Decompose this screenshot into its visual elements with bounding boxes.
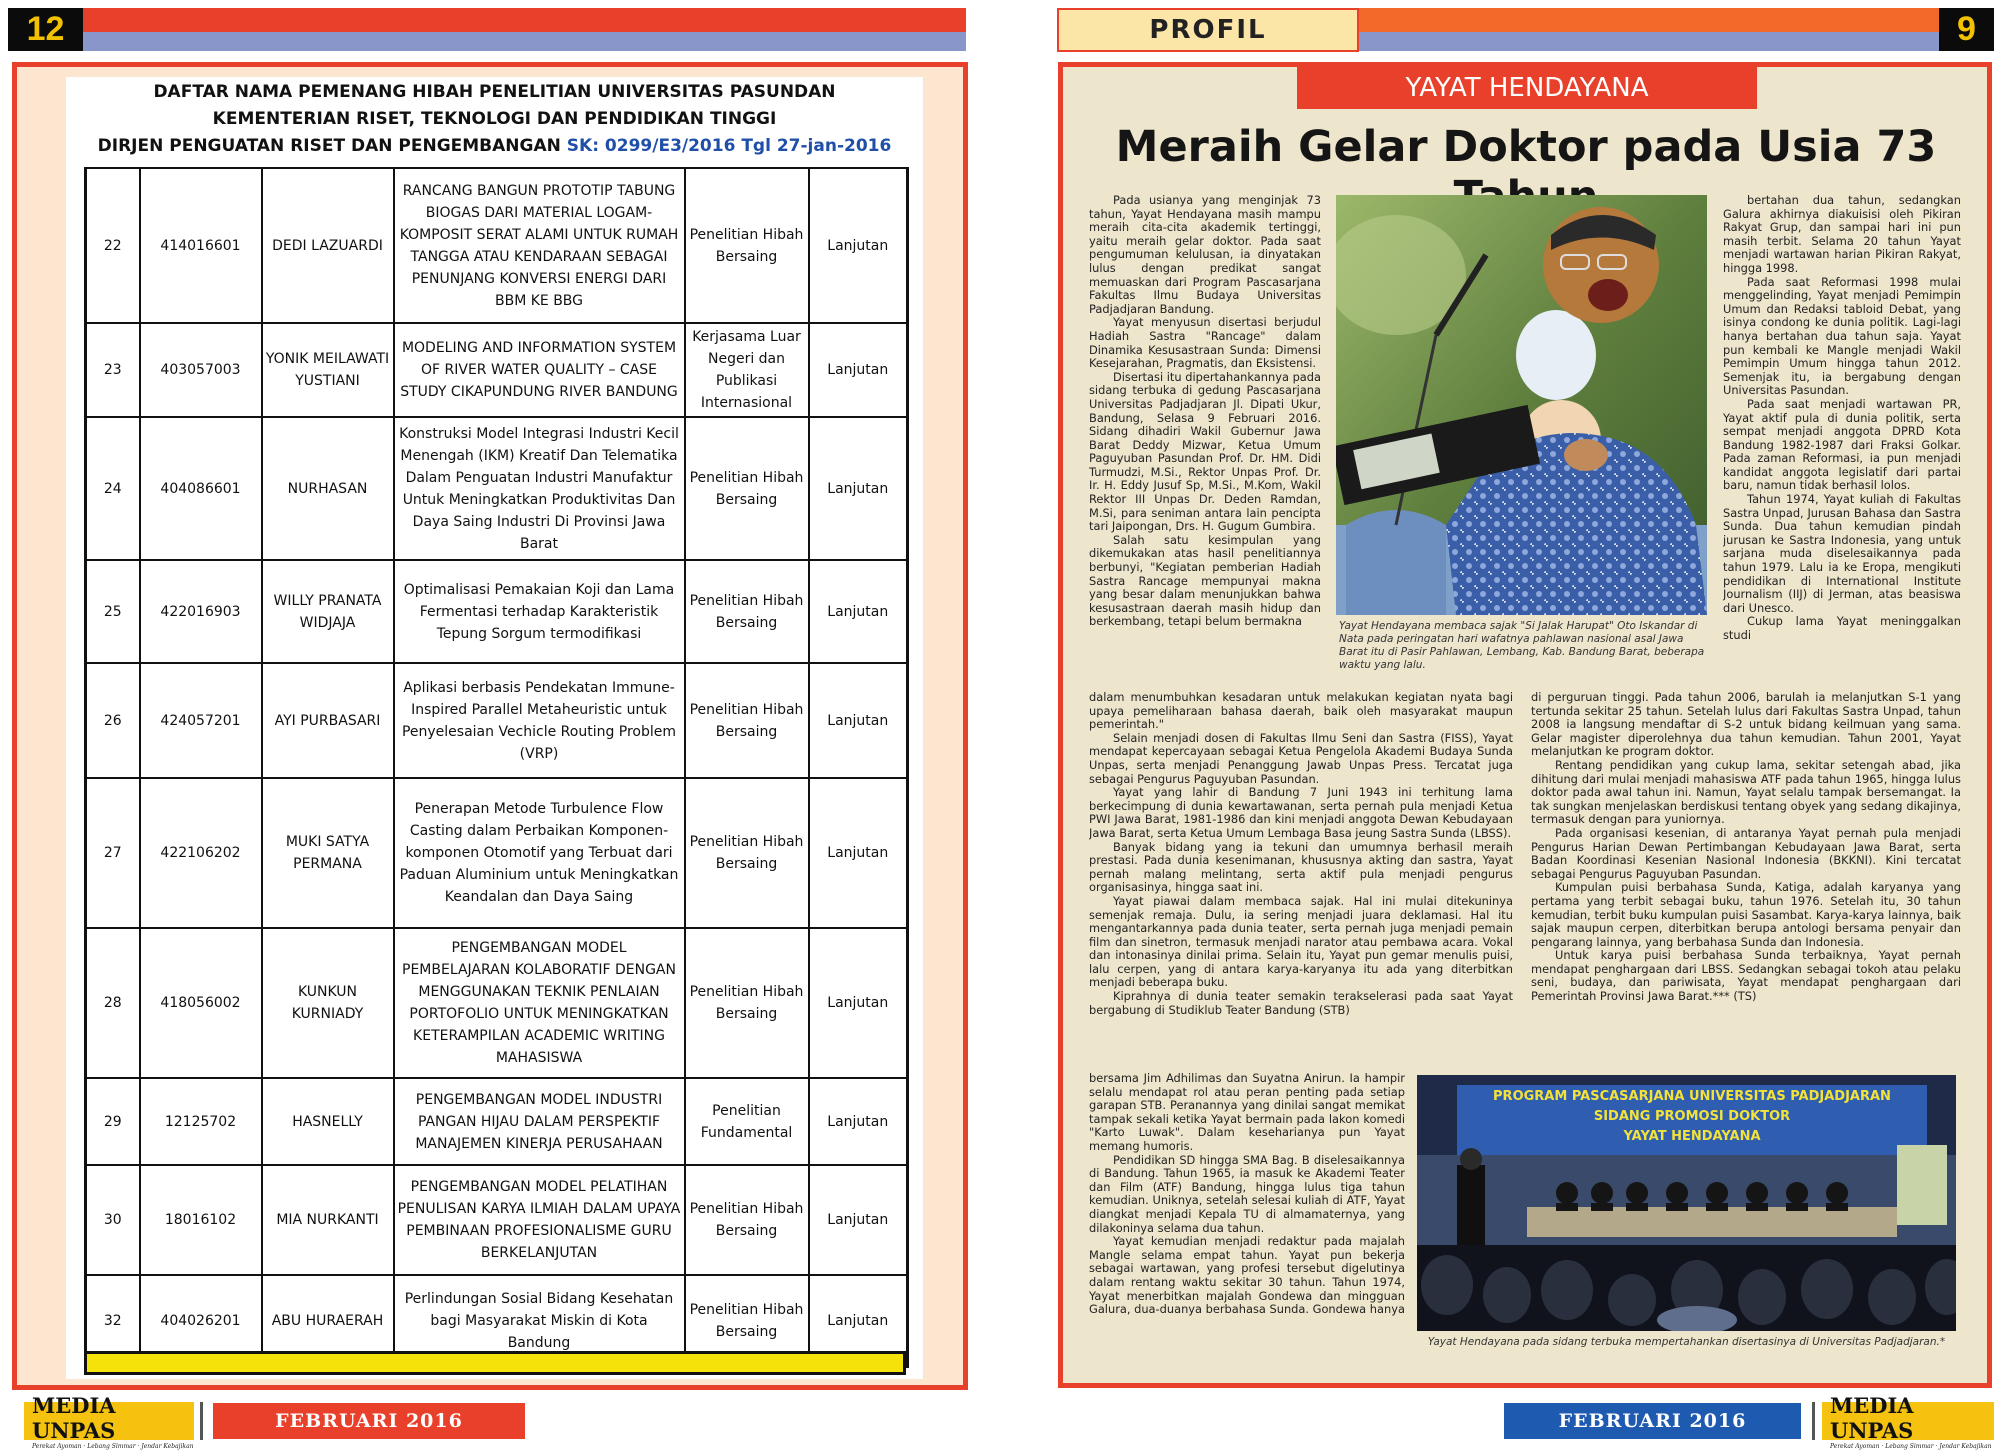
row-status: Lanjutan <box>809 663 908 778</box>
article-paragraph: Pada saat menjadi wartawan PR, Yayat aktif pula di dunia politik, serta sempat menjadi anggota DPRD Kota Bandung 1982-1987 dari Fraksi Golkar. Pada zaman Reformasi, ia pun menjadi kandidat anggota legislatif dari partai baru, namun tidak berhasil lolos. <box>1723 396 1961 493</box>
row-number: 32 <box>86 1275 140 1367</box>
photo2-banner-line-3: YAYAT HENDAYANA <box>1623 1129 1761 1144</box>
row-nidn: 422106202 <box>140 778 262 928</box>
row-number: 28 <box>86 928 140 1078</box>
table-row <box>86 323 908 417</box>
photo2-banner-line-1: PROGRAM PASCASARJANA UNIVERSITAS PADJADJARAN <box>1493 1089 1891 1104</box>
table-row <box>86 778 908 928</box>
row-nidn: 18016102 <box>140 1165 262 1275</box>
footer-date-right: FEBRUARI 2016 <box>1504 1403 1801 1439</box>
article-paragraph: Banyak bidang yang ia tekuni dan umumnya berhasil meraih prestasi. Pada dunia kesenimanan, khususnya akting dan sastra, Yayat pernah malang melintang, serta aktif pula menjadi pengurus organisasinya, hingga saat ini. <box>1089 839 1513 895</box>
article-col2-wide <box>1531 691 1961 1061</box>
footer-divider-right <box>1812 1402 1815 1440</box>
logo-tagline: Perekat Ayoman · Lebang Simmar · Jendar Kebajikan <box>32 1442 194 1450</box>
row-status: Lanjutan <box>809 323 908 417</box>
row-scheme: Penelitian Hibah Bersaing <box>685 928 809 1078</box>
article-paragraph: Yayat menyusun disertasi berjudul Hadiah Sastra "Rancage" dalam Dinamika Kesusastraan Sunda: Dimensi Kesejarahan, Pragmatis, dan Eksistensi. <box>1089 315 1321 371</box>
table-row <box>86 663 908 778</box>
article-paragraph: Cukup lama Yayat meninggalkan studi <box>1723 614 1961 642</box>
article-paragraph: Yayat piawai dalam membaca sajak. Hal ini mulai ditekuninya semenjak remaja. Dulu, ia sering menjadi juara deklamasi. Hal itu mengantarkannya pada dunia teater, serta pernah juga menjadi pemain film dan sinetron, termasuk menjadi narator atau pembawa acara. Vokal dan intonasinya dinilai prima. Selain itu, Yayat pun gemar menulis puisi, lalu cerpen, yang di antara karya-karyanya itu ada yang diterbitkan menjadi beberapa buku. <box>1089 893 1513 990</box>
row-name: ABU HURAERAH <box>262 1275 394 1367</box>
row-title: RANCANG BANGUN PROTOTIP TABUNG BIOGAS DARI MATERIAL LOGAM-KOMPOSIT SERAT ALAMI UNTUK RUMAH TANGGA ATAU KENDARAAN SEBAGAI PENUNJANG KONVERSI ENERGI DARI BBM KE BBG <box>394 168 685 323</box>
table-row <box>86 417 908 560</box>
row-name: HASNELLY <box>262 1078 394 1165</box>
article-paragraph: dalam menumbuhkan kesadaran untuk melakukan kegiatan nyata bagi upaya pemeliharaan bahasa daerah, baik oleh masyarakat maupun pemerintah." <box>1089 691 1513 732</box>
article-paragraph: Kiprahnya di dunia teater semakin terakselerasi pada saat Yayat bergabung di Studiklub Teater Bandung (STB) <box>1089 989 1513 1017</box>
article-paragraph: di perguruan tinggi. Pada tahun 2006, barulah ia melanjutkan S-1 yang tertunda sekitar 25 tahun. Setelah lulus dari Fakultas Sastra Unpad, tahun 2008 ia langsung mendaftar di S-2 untuk bidang keilmuan yang sama. Gelar magister diperolehnya dua tahun kemudian. Tahun 2001, Yayat melanjutkan ke program doktor. <box>1531 691 1961 759</box>
row-number: 22 <box>86 168 140 323</box>
header-stripe-red <box>83 8 966 32</box>
media-unpas-logo-right <box>1822 1392 1994 1450</box>
row-name: NURHASAN <box>262 417 394 560</box>
page-number-right: 9 <box>1939 8 1994 51</box>
row-nidn: 404086601 <box>140 417 262 560</box>
row-status: Lanjutan <box>809 1275 908 1367</box>
article-paragraph: Rentang pendidikan yang cukup lama, sekitar setengah abad, jika dihitung dari mulai menjadi mahasiswa ATF pada tahun 1965, hingga lulus doktor pada awal tahun ini. Namun, Yayat selalu tampak bersemangat. Ia tak sungkan menjelaskan berdiskusi tentang obyek yang sedang dikajinya, termasuk dengan para yuniornya. <box>1531 757 1961 827</box>
header-stripe-blue <box>83 32 966 51</box>
row-nidn: 418056002 <box>140 928 262 1078</box>
logo-text: MEDIA UNPAS <box>32 1392 116 1443</box>
row-status: Lanjutan <box>809 168 908 323</box>
row-name: MUKI SATYA PERMANA <box>262 778 394 928</box>
article-paragraph: Yayat yang lahir di Bandung 7 Juni 1943 ini terhitung lama berkecimpung di dunia kewartawanan, serta pernah pula menjadi Ketua PWI Jawa Barat, 1981-1986 dan kini menjadi anggota Dewan Kebudayaan Jawa Barat, serta Ketua Umum Lembaga Basa jeung Sastra Sunda (LBSS). <box>1089 785 1513 840</box>
row-name: YONIK MEILAWATI YUSTIANI <box>262 323 394 417</box>
photo-reading-poem <box>1336 195 1707 615</box>
row-nidn: 12125702 <box>140 1078 262 1165</box>
row-number: 29 <box>86 1078 140 1165</box>
footer-divider-left <box>200 1402 203 1440</box>
row-status: Lanjutan <box>809 778 908 928</box>
grant-table <box>84 167 909 1368</box>
row-status: Lanjutan <box>809 1165 908 1275</box>
row-nidn: 414016601 <box>140 168 262 323</box>
photo-reading-poem-art <box>1336 195 1707 615</box>
row-name: MIA NURKANTI <box>262 1165 394 1275</box>
photo1-caption: Yayat Hendayana membaca sajak "Si Jalak Harupat" Oto Iskandar di Nata pada peringatan hari wafatnya pahlawan nasional asal Jawa Barat itu di Pasir Pahlawan, Lembang, Kab. Bandung Barat, beberapa waktu yang lalu. <box>1339 620 1705 671</box>
table-row <box>86 168 908 323</box>
row-name: KUNKUN KURNIADY <box>262 928 394 1078</box>
article-col2-top <box>1723 194 1961 691</box>
article-paragraph: Disertasi itu dipertahankannya pada sidang terbuka di gedung Pascasarjana Universitas Padjadjaran Jl. Dipati Ukur, Bandung, Selasa 9 Februari 2016. Sidang dihadiri Wakil Gubernur Jawa Barat Deddy Mizwar, Ketua Umum Paguyuban Pasundan Prof. Dr. HM. Didi Turmudzi, M.Si., Rektor Unpas Prof. Dr. Ir. H. Eddy Jusuf Sp, M.Si., M.Kom, Wakil Rektor III Unpas Dr. Deden Ramdan, M.Si, para seniman antara lain pencipta tari Jaipongan, Drs. H. Gugum Gumbira. <box>1089 369 1321 534</box>
row-title: Aplikasi berbasis Pendekatan Immune-Inspired Parallel Metaheuristic untuk Penyelesaian Vechicle Routing Problem (VRP) <box>394 663 685 778</box>
row-scheme: Penelitian Hibah Bersaing <box>685 778 809 928</box>
row-number: 27 <box>86 778 140 928</box>
row-number: 25 <box>86 560 140 663</box>
photo-doctoral-session <box>1417 1075 1956 1331</box>
row-name: WILLY PRANATA WIDJAJA <box>262 560 394 663</box>
row-scheme: Penelitian Hibah Bersaing <box>685 1165 809 1275</box>
article-paragraph: Salah satu kesimpulan yang dikemukakan atas hasil penelitiannya berbunyi, "Kegiatan pemberian Hadiah Sastra Rancage mempunyai makna yang besar dalam menunjukkan bahwa kesusastraan daerah masih hidup dan berkembang, tetapi belum bermakna <box>1089 532 1321 629</box>
article-col1-top <box>1089 194 1321 691</box>
heading-line-1: DAFTAR NAMA PEMENANG HIBAH PENELITIAN UNIVERSITAS PASUNDAN <box>153 82 836 102</box>
row-scheme: Penelitian Hibah Bersaing <box>685 417 809 560</box>
row-title: PENGEMBANGAN MODEL PELATIHAN PENULISAN KARYA ILMIAH DALAM UPAYA PEMBINAAN PROFESIONALISME GURU BERKELANJUTAN <box>394 1165 685 1275</box>
article-paragraph: Yayat kemudian menjadi redaktur pada majalah Mangle selama empat tahun. Yayat pun bekerja sebagai wartawan, yang profesi tersebut digelutinya dalam rentang waktu sekitar 30 tahun. Tahun 1974, Yayat menerbitkan majalah Gondewa dan mingguan Galura, dua-duanya berbahasa Sunda. Gondewa hanya <box>1089 1234 1405 1317</box>
row-number: 24 <box>86 417 140 560</box>
table-row <box>86 1165 908 1275</box>
row-scheme: Penelitian Fundamental <box>685 1078 809 1165</box>
article-paragraph: bertahan dua tahun, sedangkan Galura akhirnya diakuisisi oleh Pikiran Rakyat Grup, dan sampai hari ini pun masih terbit. Selama 20 tahun Yayat menjadi wartawan harian Pikiran Rakyat, hingga 1998. <box>1723 194 1961 275</box>
page-number-left: 12 <box>8 8 83 51</box>
heading-line-3: DIRJEN PENGUATAN RISET DAN PENGEMBANGAN SK: 0299/E3/2016 Tgl 27-jan-2016 <box>97 136 892 156</box>
table-footer-bar <box>84 1351 906 1375</box>
row-status: Lanjutan <box>809 1078 908 1165</box>
article-col1-wide <box>1089 691 1513 1072</box>
header-stripe-orange <box>1359 8 1939 32</box>
table-row <box>86 928 908 1078</box>
row-scheme: Penelitian Hibah Bersaing <box>685 168 809 323</box>
row-name: AYI PURBASARI <box>262 663 394 778</box>
row-status: Lanjutan <box>809 417 908 560</box>
article-paragraph: Pada saat Reformasi 1998 mulai menggelinding, Yayat menjadi Pemimpin Umum dan Redaksi tabloid Debat, yang isinya condong ke dunia politik. Lagi-lagi hanya bertahan dua tahun saja. Yayat pun kembali ke Mangle menjadi Wakil Pemimpin Umum hingga tahun 2012. Semenjak itu, ia bergabung dengan Universitas Pasundan. <box>1723 274 1961 398</box>
sk-number: SK: 0299/E3/2016 Tgl 27-jan-2016 <box>566 136 892 156</box>
article-paragraph: Pada usianya yang menginjak 73 tahun, Yayat Hendayana masih mampu meraih cita-cita akademik tertinggi, yaitu meraih gelar doktor. Pada saat pengumuman kelulusan, ia dinyatakan lulus dengan predikat sangat memuaskan dari Program Pascasarjana Fakultas Ilmu Budaya Universitas Padjadjaran Bandung. <box>1089 194 1321 316</box>
media-unpas-logo-left <box>24 1392 194 1450</box>
logo-tagline-right: Perekat Ayoman · Lebang Simmar · Jendar Kebajikan <box>1830 1442 1992 1450</box>
photo2-banner-line-2: SIDANG PROMOSI DOKTOR <box>1593 1109 1791 1124</box>
row-scheme: Kerjasama Luar Negeri dan Publikasi Internasional <box>685 323 809 417</box>
footer-date-left: FEBRUARI 2016 <box>213 1403 525 1439</box>
row-title: PENGEMBANGAN MODEL INDUSTRI PANGAN HIJAU DALAM PERSPEKTIF MANAJEMEN KINERJA PERUSAHAAN <box>394 1078 685 1165</box>
table-row <box>86 560 908 663</box>
row-title: Konstruksi Model Integrasi Industri Kecil Menengah (IKM) Kreatif Dan Telematika Dalam Penguatan Industri Manufaktur Untuk Meningkatkan Produktivitas Dan Daya Saing Industri Di Provinsi Jawa Barat <box>394 417 685 560</box>
table-heading <box>66 77 923 160</box>
article-paragraph: Pada organisasi kesenian, di antaranya Yayat pernah pula menjadi Pengurus Harian Dewan Pertimbangan Kebudayaan Jawa Barat, serta Badan Koordinasi Kesenian Nasional Indonesia (BKKNI). Kini tercatat sebagai Pengurus Paguyuban Pasundan. <box>1531 825 1961 881</box>
row-name: DEDI LAZUARDI <box>262 168 394 323</box>
article-paragraph: Pendidikan SD hingga SMA Bag. B diselesaikannya di Bandung. Tahun 1965, ia masuk ke Akademi Teater dan Film (ATF) Bandung, hingga lulus tiga tahun kemudian. Uniknya, setelah selesai kuliah di ATF, Yayat diangkat menjadi Kepala TU di almamaternya, yang dilakoninya selama dua tahun. <box>1089 1152 1405 1235</box>
row-scheme: Penelitian Hibah Bersaing <box>685 663 809 778</box>
photo2-banner <box>1477 1087 1907 1151</box>
row-status: Lanjutan <box>809 928 908 1078</box>
row-scheme: Penelitian Hibah Bersaing <box>685 560 809 663</box>
section-tab: PROFIL <box>1057 8 1359 52</box>
logo-text-right: MEDIA UNPAS <box>1830 1392 1914 1443</box>
row-number: 30 <box>86 1165 140 1275</box>
article-paragraph: Untuk karya puisi berbahasa Sunda terbaiknya, Yayat pernah mendapat penghargaan dari LBSS. Sedangkan sebagai tokoh atau pelaku seni, budaya, dan pariwisata, Yayat mendapat penghargaan dari Pemerintah Provinsi Jawa Barat.*** (TS) <box>1531 948 1961 1004</box>
row-nidn: 403057003 <box>140 323 262 417</box>
row-number: 26 <box>86 663 140 778</box>
row-nidn: 404026201 <box>140 1275 262 1367</box>
article-col1-bottom <box>1089 1072 1405 1350</box>
article-paragraph: bersama Jim Adhilimas dan Suyatna Anirun. Ia hampir selalu mendapat rol atau peran penting pada setiap garapan STB. Peranannya yang dinilai sangat memikat tampak sekali ketika Yayat bermain pada lakon komedi "Karto Luwak". Dalam keseharianya pun Yayat memang humoris. <box>1089 1072 1405 1153</box>
photo2-caption: Yayat Hendayana pada sidang terbuka mempertahankan disertasinya di Universitas Padjadjaran.* <box>1427 1336 1946 1348</box>
row-title: PENGEMBANGAN MODEL PEMBELAJARAN KOLABORATIF DENGAN MENGGUNAKAN TEKNIK PENLAIAN PORTOFOLIO UNTUK MENINGKATKAN KETERAMPILAN ACADEMIC WRITING MAHASISWA <box>394 928 685 1078</box>
row-status: Lanjutan <box>809 560 908 663</box>
header-stripe-blue-right <box>1359 32 1939 51</box>
article-paragraph: Kumpulan puisi berbahasa Sunda, Katiga, adalah karyanya yang pertama yang terbit sebagai buku, tahun 1976. Setelah itu, 30 tahun kemudian, terbit buku kumpulan puisi Sasambat. Karya-karya lainnya, baik sajak maupun cerpen, diterbitkan berupa antologi bersama penyair dan pengarang lainnya, yang berbahasa Sunda dan Indonesia. <box>1531 880 1961 949</box>
row-nidn: 422016903 <box>140 560 262 663</box>
table-row <box>86 1078 908 1165</box>
row-title: MODELING AND INFORMATION SYSTEM OF RIVER WATER QUALITY – CASE STUDY CIKAPUNDUNG RIVER BANDUNG <box>394 323 685 417</box>
row-title: Perlindungan Sosial Bidang Kesehatan bagi Masyarakat Miskin di Kota Bandung <box>394 1275 685 1367</box>
row-title: Optimalisasi Pemakaian Koji dan Lama Fermentasi terhadap Karakteristik Tepung Sorgum termodifikasi <box>394 560 685 663</box>
row-number: 23 <box>86 323 140 417</box>
heading-line-2: KEMENTERIAN RISET, TEKNOLOGI DAN PENDIDIKAN TINGGI <box>212 109 777 129</box>
name-banner: YAYAT HENDAYANA <box>1297 66 1757 109</box>
article-paragraph: Tahun 1974, Yayat kuliah di Fakultas Sastra Unpad, Jurusan Bahasa dan Sastra Sunda. Dua tahun kemudian pindah jurusan ke Sastra Indonesia, yang untuk sarjana muda diselesaikannya pada tahun 1979. Lalu ia ke Eropa, mengikuti pendidikan di International Institute Journalism (IIJ) di Jerman, atas beasiswa dari Unesco. <box>1723 492 1961 615</box>
row-nidn: 424057201 <box>140 663 262 778</box>
article-paragraph: Selain menjadi dosen di Fakultas Ilmu Seni dan Sastra (FISS), Yayat mendapat kepercayaan sebagai Ketua Pengelola Akademi Budaya Sunda Unpas, serta menjadi Penanggung Jawab Unpas Press. Tercatat juga sebagai Pengurus Paguyuban Pasundan. <box>1089 730 1513 786</box>
row-title: Penerapan Metode Turbulence Flow Casting dalam Perbaikan Komponen-komponen Otomotif yang Terbuat dari Paduan Aluminium untuk Meningkatkan Keandalan dan Daya Saing <box>394 778 685 928</box>
headline: Meraih Gelar Doktor pada Usia 73 <box>1115 122 1937 172</box>
row-scheme: Penelitian Hibah Bersaing <box>685 1275 809 1367</box>
